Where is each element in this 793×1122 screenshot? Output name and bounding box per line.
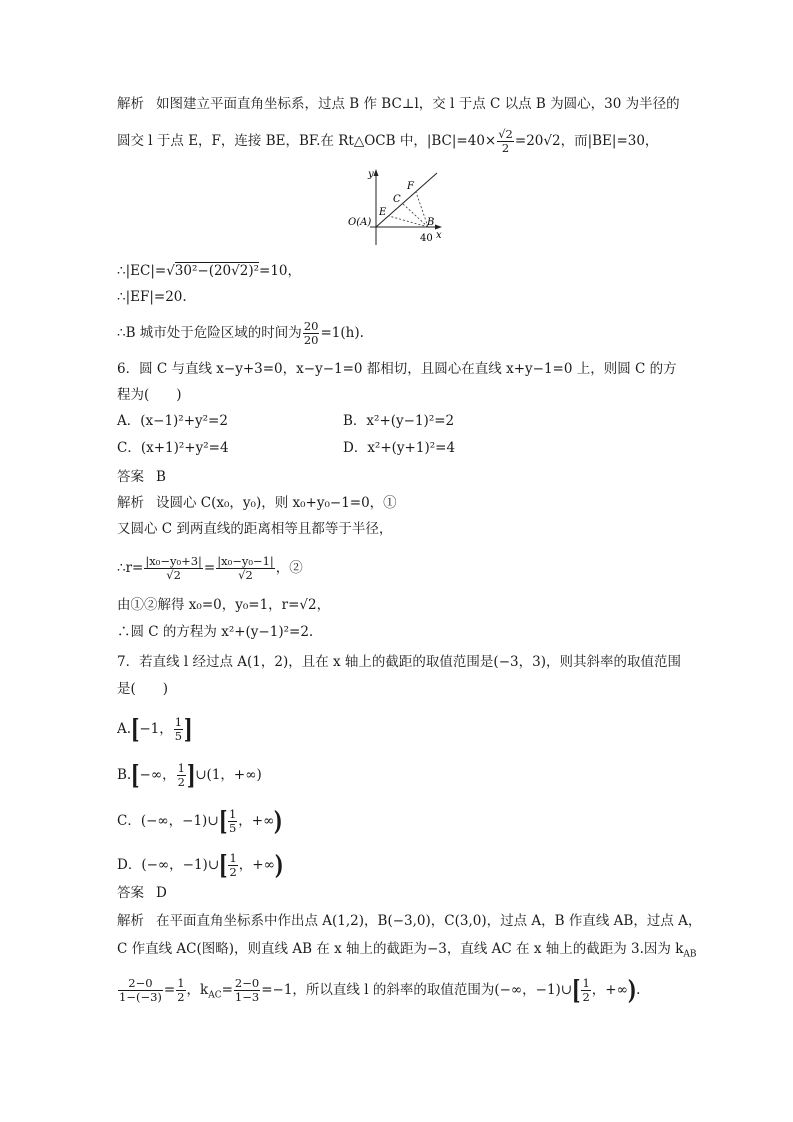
q6-option-c: C．(x+1)²+y²=4 [117, 440, 229, 456]
solution-label: 解析 [117, 913, 144, 929]
q7-option-a: A.[−1， $\frac{1}{5}$ ] [117, 714, 193, 745]
fraction: $\frac{1}{5}$ [228, 807, 237, 835]
q6-solution-3: ∴r= $\frac{\text{|x₀−y₀+3|}}{√2}$ = $\frac{\text{|x₀−y₀−1|}}{√2}$ ，② [117, 554, 303, 582]
solution-label: 解析 [117, 96, 144, 112]
radicand: 30²−(20√2)² [174, 263, 260, 279]
fraction: $\frac{√2}{2}$ [498, 127, 513, 155]
fraction: $\frac{1}{2}$ [229, 851, 237, 879]
answer-value: B [156, 469, 166, 485]
answer-label: 答案 [117, 469, 144, 485]
q6-answer [117, 468, 166, 486]
answer-value: D [156, 885, 167, 901]
fraction: $\frac{1}{2}$ [177, 761, 185, 789]
q7-solution-2: C 作直线 AC(图略)，则直线 AB 在 x 轴上的截距为−3，直线 AC 在 x 轴上的截距为 3.因为 $k_{AB}$ [117, 941, 697, 960]
label-y: y [368, 169, 374, 180]
q7-stem-line1: 7．若直线 l 经过点 A(1，2)，且在 x 轴上的截距的取值范围是(−3，3)，则其斜率的取值范围 [117, 654, 681, 670]
fraction: $\frac{1}{5}$ [174, 715, 183, 743]
label-E: E [379, 207, 387, 218]
label-40: 40 [420, 233, 433, 244]
label-x: x [436, 230, 442, 241]
solution5-time: ∴B 城市处于危险区域的时间为 $\frac{20}{20}$ =1(h). [117, 319, 364, 347]
label-B: B [427, 217, 435, 228]
solution-label: 解析 [117, 495, 144, 511]
q7-stem-line2: 是( ) [117, 681, 169, 697]
geometry-figure [340, 165, 460, 247]
q7-solution-1: 解析 在平面直角坐标系中作出点 A(1,2)，B(−3,0)，C(3,0)，过点 A，B 作直线 AB，过点 A， [117, 913, 702, 929]
fraction: $\frac{20}{20}$ [303, 319, 319, 347]
x-arrow [435, 225, 442, 230]
solution5-line1 [117, 95, 680, 113]
q7-answer [117, 884, 167, 902]
q6-option-a: A．(x−1)²+y²=2 [117, 413, 228, 429]
q7-solution-3: $\frac{2-0}{1-(-3)}$ = $\frac{1}{2}$ ，$k_{AC}=$ $\frac{2-0}{1-3}$ =−1，所以直线 l 的斜率的取值范围为(−∞，−1)∪[ $\frac{1}{2}$ ，+∞). [119, 975, 641, 1006]
y-arrow [374, 169, 379, 176]
label-origin: O(A) [348, 217, 372, 228]
q6-stem-line2: 程为( ) [117, 387, 182, 403]
q6-solution-2: 又圆心 C 到两直线的距离相等且都等于半径， [117, 521, 393, 537]
answer-label: 答案 [117, 885, 144, 901]
label-C: C [393, 194, 401, 205]
solution5-ef: ∴|EF|=20. [117, 289, 187, 305]
fraction: $\frac{1}{2}$ [177, 976, 185, 1004]
fraction: $\frac{2-0}{1-3}$ [234, 976, 260, 1004]
label-F: F [407, 181, 414, 192]
q7-option-c: C．(−∞，−1)∪[ $\frac{1}{5}$ ，+∞) [117, 806, 283, 837]
fraction: $\frac{\text{|x₀−y₀+3|}}{√2}$ [145, 554, 202, 582]
q6-option-b: B．x²+(y−1)²=2 [343, 413, 455, 429]
solution5-ec: ∴|EC|=√30²−(20√2)²=10， [117, 263, 302, 279]
q6-stem-line1: 6．圆 C 与直线 x−y+3=0，x−y−1=0 都相切，且圆心在直线 x+y−1=0 上，则圆 C 的方 [117, 361, 677, 377]
q6-solution-4: 由①②解得 x₀=0，y₀=1，r=√2， [117, 597, 331, 613]
solution-text: 如图建立平面直角坐标系，过点 B 作 BC⊥l，交 l 于点 C 以点 B 为圆心，30 为半径的 [156, 96, 680, 112]
fraction: $\frac{2-0}{1-(-3)}$ [119, 976, 162, 1004]
q7-option-b: B.[−∞， $\frac{1}{2}$ ]∪(1，+∞) [117, 760, 262, 791]
solution-text: 圆交 l 于点 E，F，连接 BE，BF.在 Rt△OCB 中，|BC|=40× [117, 133, 497, 149]
q7-option-d: D．(−∞，−1)∪[ $\frac{1}{2}$ ，+∞) [117, 850, 284, 881]
q6-solution-5: ∴圆 C 的方程为 x²+(y−1)²=2. [117, 624, 314, 640]
solution5-line2 [117, 128, 658, 155]
fraction: $\frac{1}{2}$ [582, 976, 590, 1004]
fraction: $\frac{\text{|x₀−y₀−1|}}{√2}$ [217, 554, 274, 582]
q6-solution-1: 解析 设圆心 C(x₀，y₀)，则 x₀+y₀−1=0，① [117, 495, 397, 511]
q6-option-d: D．x²+(y+1)²=4 [343, 440, 456, 456]
solution-text: =20√2，而|BE|=30， [514, 133, 659, 149]
